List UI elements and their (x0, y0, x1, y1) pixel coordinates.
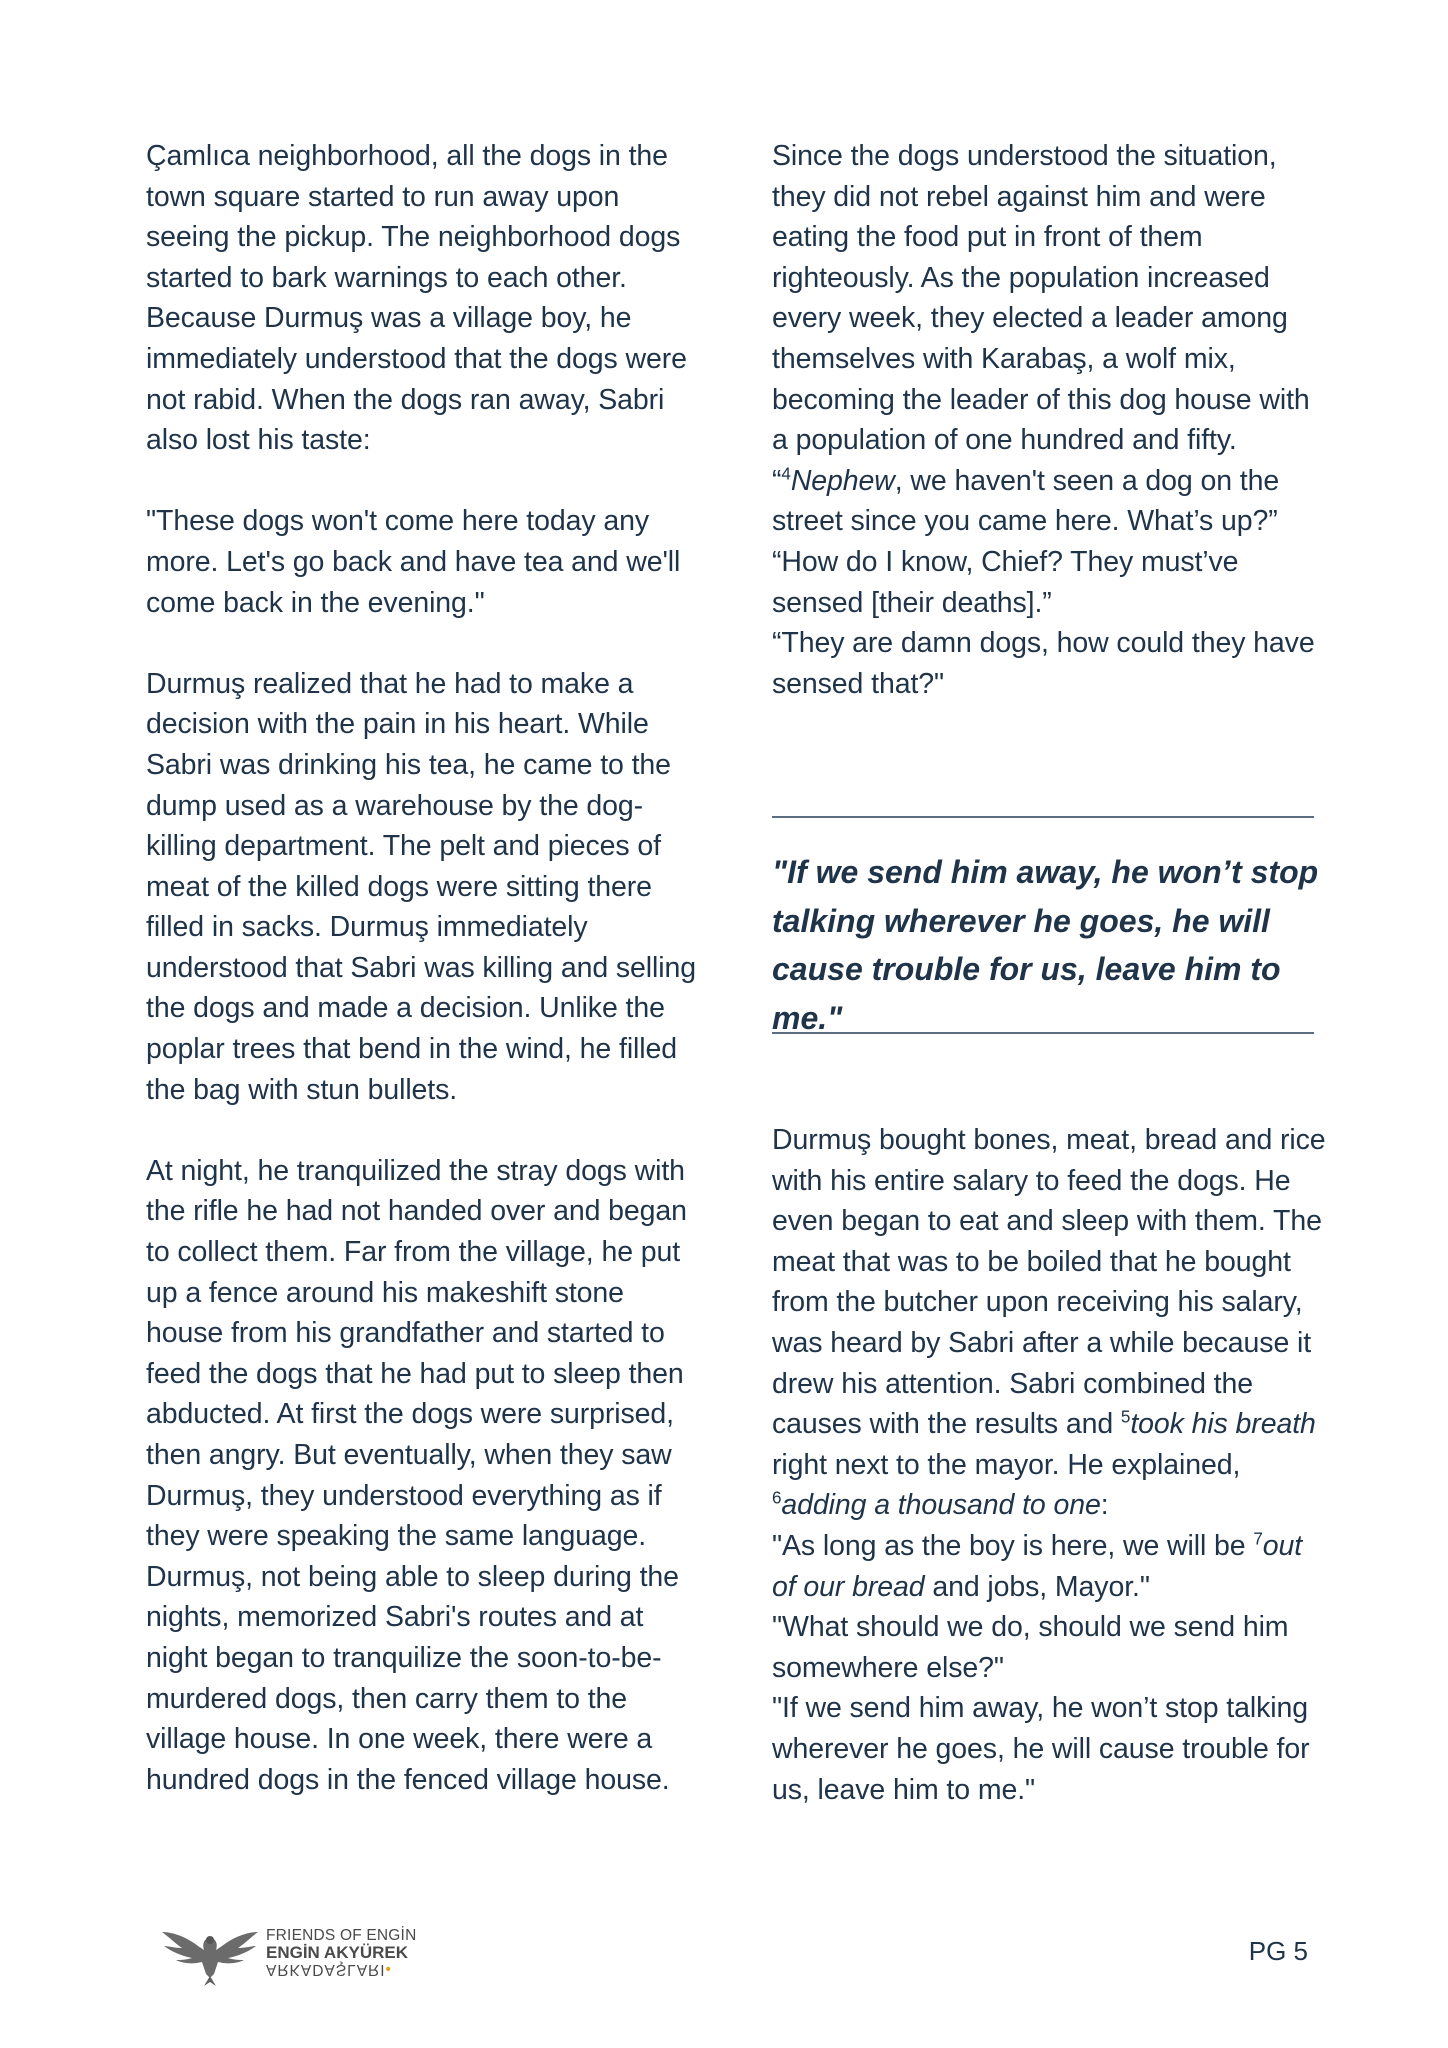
dialogue-line: “They are damn dogs, how could they have sensed that?" (772, 627, 1315, 700)
page-number: PG 5 (1248, 1936, 1308, 1966)
paragraph: Durmuş realized that he had to make a decision with the pain in his heart. While Sabri was drinking his tea, he came to the dump used as a warehouse by the dog-killing department. The pelt and pieces of meat of the killed dogs were sitting there filled in sacks. Durmuş immediately understood that Sabri was killing and selling the dogs and made a decision. Unlike the poplar trees that bend in the wind, he filled the bag with stun bullets. (146, 667, 696, 1106)
paragraph: Çamlıca neighborhood, all the dogs in the town square started to run away upon seeing the pickup. The neighborhood dogs started to bark warnings to each other. Because Durmuş was a village boy, he immediately understood that the dogs were not rabid. When the dogs ran away, Sabri also lost his taste: (146, 140, 687, 457)
footnote-marker: 7 (1253, 1529, 1263, 1549)
dialogue-line: “How do I know, Chief? They must’ve sensed [their deaths].” (772, 545, 1239, 619)
paragraph: Since the dogs understood the situation, they did not rebel against him and were eating the food put in front of them righteously. As the population increased every week, they elected a leader among themselves with Karabaş, a wolf mix, becoming the leader of this dog house with a population of one hundred and fifty. (772, 140, 1310, 457)
dialogue-line: “$^4$Nephew, we haven't seen a dog on the street since you came here. What’s up?” (772, 464, 1280, 538)
footnote-marker: 4 (781, 464, 791, 484)
divider-bottom (772, 1032, 1314, 1034)
pull-quote: "If we send him away, he won’t stop talking wherever he goes, he will cause trouble for us, leave him to me." (772, 854, 1319, 1036)
right-column-lower (772, 1120, 1332, 1810)
footnote-marker: 5 (1120, 1407, 1131, 1427)
eagle-icon (160, 1916, 260, 1988)
dialogue-line: "If we send him away, he won’t stop talking wherever he goes, he will cause trouble for us, leave him to me." (772, 1692, 1310, 1806)
dialogue-line: "What should we do, should we send him somewhere else?" (772, 1611, 1289, 1684)
dialogue-line: "As long as the boy is here, we will be $^7$out of our bread and jobs, Mayor." (772, 1529, 1303, 1603)
logo: FRIENDS OF ENGİN ENGİN AKYÜREK ARKADAŞLARI• (160, 1916, 416, 1988)
paragraph: Durmuş bought bones, meat, bread and rice with his entire salary to feed the dogs. He even began to eat and sleep with them. The meat that was to be boiled that he bought from the butcher upon receiving his salary, was heard by Sabri after a while because it drew his attention. Sabri combined the causes with the results and $^5$took his breath right next to the mayor. He explained, $^6$adding a thousand to one: (772, 1124, 1326, 1522)
paragraph: "These dogs won't come here today any more. Let's go back and have tea and we'll come back in the evening." (146, 505, 681, 619)
paragraph: At night, he tranquilized the stray dogs with the rifle he had not handed over and began to collect them. Far from the village, he put up a fence around his makeshift stone house from his grandfather and started to feed the dogs that he had put to sleep then abducted. At first the dogs were surprised, then angry. But eventually, when they saw Durmuş, they understood everything as if they were speaking the same language. Durmuş, not being able to sleep during the nights, memorized Sabri's routes and at night began to tranquilize the soon-to-be-murdered dogs, then carry them to the village house. In one week, there were a hundred dogs in the fenced village house. (146, 1154, 687, 1796)
right-column (772, 136, 1332, 704)
footnote-marker: 6 (772, 1488, 782, 1508)
divider-top (772, 816, 1314, 818)
left-column (146, 136, 706, 1800)
